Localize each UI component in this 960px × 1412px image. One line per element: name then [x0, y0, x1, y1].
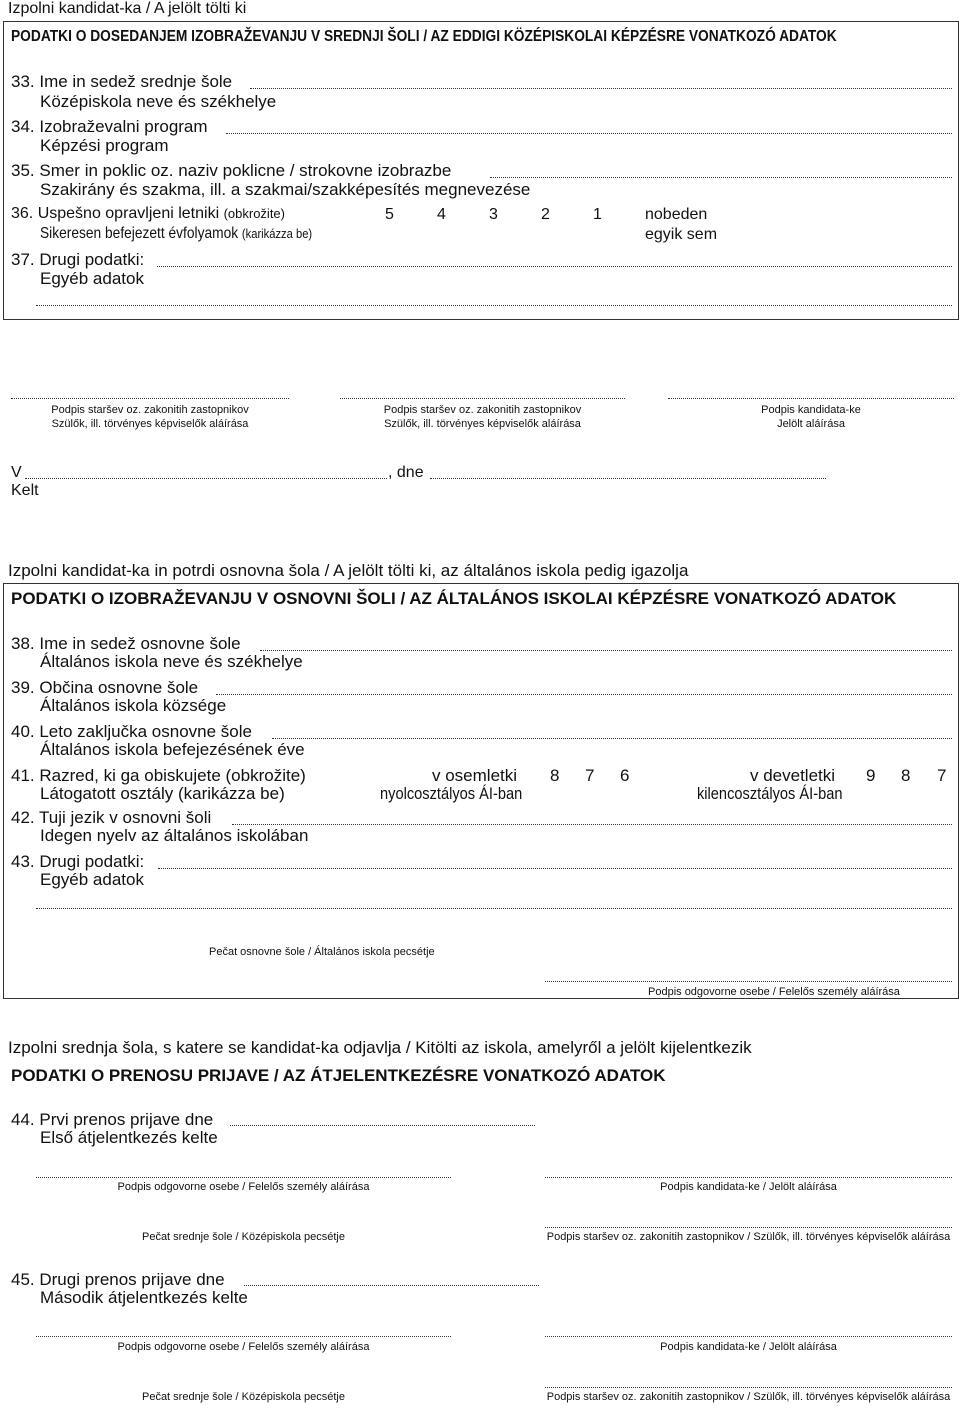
q44-field[interactable] [230, 1125, 535, 1126]
q44-cand-signature-label: Podpis kandidata-ke / Jelölt aláírása [660, 1181, 837, 1193]
q45-label-hu: Második átjelentkezés kelte [40, 1288, 248, 1307]
sig1-label-hu: Szülők, ill. törvényes képviselők aláírása [51, 418, 249, 430]
q39-label-hu: Általános iskola községe [40, 696, 227, 715]
q44-label-sl: 44. Prvi prenos prijave dne [11, 1110, 214, 1129]
q45-stamp-label: Pečat srednje šole / Középiskola pecsétje [141, 1391, 345, 1403]
sig2-label-sl: Podpis staršev oz. zakonitih zastopnikov [383, 404, 582, 416]
q44-resp-signature-line[interactable] [36, 1177, 451, 1178]
q45-cand-signature-line[interactable] [545, 1336, 952, 1337]
q36-option-none-sl[interactable]: nobeden [645, 206, 708, 223]
q36-note-hu: (karikázza be) [241, 226, 313, 241]
q34-field[interactable] [226, 133, 952, 134]
q41-label-hu: Látogatott osztály (karikázza be) [40, 784, 285, 803]
q43-field-line2[interactable] [36, 908, 952, 909]
date-label-sl: , dne [388, 464, 424, 481]
sig2-label-hu: Szülők, ill. törvényes képviselők aláírása [384, 418, 581, 430]
q45-label-sl: 45. Drugi prenos prijave dne [11, 1270, 225, 1289]
sig1-label-sl: Podpis staršev oz. zakonitih zastopnikov [51, 404, 249, 416]
sig2-line[interactable] [340, 398, 625, 399]
q45-field[interactable] [244, 1285, 539, 1286]
q35-label-sl: 35. Smer in poklic oz. naziv poklicne / strokovne izobrazbe [11, 161, 452, 180]
q36-option-2[interactable]: 2 [541, 206, 550, 223]
q36-option-1[interactable]: 1 [593, 206, 602, 223]
section2-stamp-label: Pečat osnovne šole / Általános iskola pecsétje [209, 946, 435, 958]
q38-label-hu: Általános iskola neve és székhelye [40, 652, 303, 671]
q36-option-4[interactable]: 4 [437, 206, 446, 223]
q37-field-line2[interactable] [36, 305, 952, 306]
q44-label-hu: Első átjelentkezés kelte [40, 1128, 218, 1147]
q42-label-hu: Idegen nyelv az általános iskolában [40, 826, 309, 845]
q34-label-sl: 34. Izobraževalni program [11, 117, 208, 136]
q36-label-hu-main: Sikeresen befejezett évfolyamok [40, 225, 239, 242]
q36-option-5[interactable]: 5 [385, 206, 394, 223]
section3-fill-by: Izpolni srednja šola, s katere se kandidat-ka odjavlja / Kitölti az iskola, amelyről a jelölt kijelentkezik [8, 1038, 752, 1057]
q45-parents-signature-line[interactable] [545, 1387, 952, 1388]
q45-resp-signature-line[interactable] [36, 1336, 451, 1337]
q34-label-hu: Képzési program [40, 136, 169, 155]
q44-stamp-label: Pečat srednje šole / Középiskola pecsétje [141, 1231, 345, 1243]
q33-field[interactable] [250, 88, 952, 89]
q36-label-hu [40, 225, 312, 243]
q40-label-hu: Általános iskola befejezésének éve [40, 740, 305, 759]
q43-field[interactable] [158, 868, 952, 869]
section1-fill-by: Izpolni kandidat-ka / A jelölt tölti ki [8, 0, 247, 17]
q41-eight-label-sl: v osemletki [432, 766, 518, 785]
q41-nine-label-hu: kilencosztályos ÁI-ban [697, 784, 843, 803]
q41-label-sl: 41. Razred, ki ga obiskujete (obkrožite) [11, 766, 306, 785]
q40-label-sl: 40. Leto zaključka osnovne šole [11, 722, 252, 741]
sig1-line[interactable] [11, 398, 289, 399]
section2-fill-by: Izpolni kandidat-ka in potrdi osnovna šola / A jelölt tölti ki, az általános iskola pedig igazolja [8, 561, 689, 580]
q41-option-9b[interactable]: 9 [866, 766, 876, 785]
q35-field[interactable] [490, 177, 952, 178]
q44-parents-signature-line[interactable] [545, 1227, 952, 1228]
q37-label-hu: Egyéb adatok [40, 269, 144, 288]
q41-option-7b[interactable]: 7 [937, 766, 947, 785]
q44-resp-signature-label: Podpis odgovorne osebe / Felelős személy aláírása [117, 1181, 370, 1193]
q43-label-hu: Egyéb adatok [40, 870, 144, 889]
q41-nine-label-sl: v devetletki [750, 766, 836, 785]
q41-option-8b[interactable]: 8 [901, 766, 911, 785]
q44-cand-signature-line[interactable] [545, 1177, 952, 1178]
q38-label-sl: 38. Ime in sedež osnovne šole [11, 634, 241, 653]
q36-option-3[interactable]: 3 [489, 206, 498, 223]
q37-field[interactable] [157, 266, 952, 267]
place-label-sl: V [11, 464, 22, 481]
section2-heading: PODATKI O IZOBRAŽEVANJU V OSNOVNI ŠOLI / AZ ÁLTALÁNOS ISKOLAI KÉPZÉSRE VONATKOZÓ ADATOK [11, 589, 897, 608]
q35-label-hu: Szakirány és szakma, ill. a szakmai/szakképesítés megnevezése [40, 180, 531, 199]
q41-option-8a[interactable]: 8 [550, 766, 560, 785]
q36-option-none-hu: egyik sem [645, 226, 718, 243]
q45-resp-signature-label: Podpis odgovorne osebe / Felelős személy aláírása [117, 1341, 370, 1353]
place-label-hu: Kelt [11, 482, 39, 499]
place-field[interactable] [25, 478, 387, 479]
section2-signature-line[interactable] [545, 981, 952, 982]
q33-label-hu: Középiskola neve és székhelye [40, 92, 277, 111]
q36-label-sl [11, 205, 285, 223]
q42-field[interactable] [232, 824, 952, 825]
q33-label-sl: 33. Ime in sedež srednje šole [11, 72, 233, 91]
sig3-label-sl: Podpis kandidata-ke [761, 404, 861, 416]
q41-eight-label-hu: nyolcosztályos ÁI-ban [380, 784, 523, 803]
q41-option-6a[interactable]: 6 [620, 766, 630, 785]
section1-heading: PODATKI O DOSEDANJEM IZOBRAŽEVANJU V SREDNJI ŠOLI / AZ EDDIGI KÖZÉPISKOLAI KÉPZÉSRE VONATKOZÓ ADATOK [11, 28, 837, 45]
q36-note-sl: (obkrožite) [223, 206, 285, 221]
q44-parents-signature-label: Podpis staršev oz. zakonitih zastopnikov / Szülők, ill. törvényes képviselők aláírása [546, 1231, 951, 1243]
q42-label-sl: 42. Tuji jezik v osnovni šoli [11, 808, 212, 827]
q36-label-sl-main: 36. Uspešno opravljeni letniki [11, 205, 220, 222]
q45-cand-signature-label: Podpis kandidata-ke / Jelölt aláírása [660, 1341, 837, 1353]
q45-parents-signature-label: Podpis staršev oz. zakonitih zastopnikov / Szülők, ill. törvényes képviselők aláírása [546, 1391, 951, 1403]
sig3-line[interactable] [668, 398, 954, 399]
section3-heading: PODATKI O PRENOSU PRIJAVE / AZ ÁTJELENTKEZÉSRE VONATKOZÓ ADATOK [11, 1066, 666, 1085]
q41-option-7a[interactable]: 7 [585, 766, 595, 785]
section2-signature-label: Podpis odgovorne osebe / Felelős személy aláírása [648, 986, 900, 998]
q39-label-sl: 39. Občina osnovne šole [11, 678, 199, 697]
q43-label-sl: 43. Drugi podatki: [11, 852, 145, 871]
q39-field[interactable] [216, 694, 952, 695]
q38-field[interactable] [260, 650, 952, 651]
sig3-label-hu: Jelölt aláírása [777, 418, 845, 430]
date-field[interactable] [430, 478, 826, 479]
q40-field[interactable] [272, 738, 952, 739]
q37-label-sl: 37. Drugi podatki: [11, 250, 145, 269]
